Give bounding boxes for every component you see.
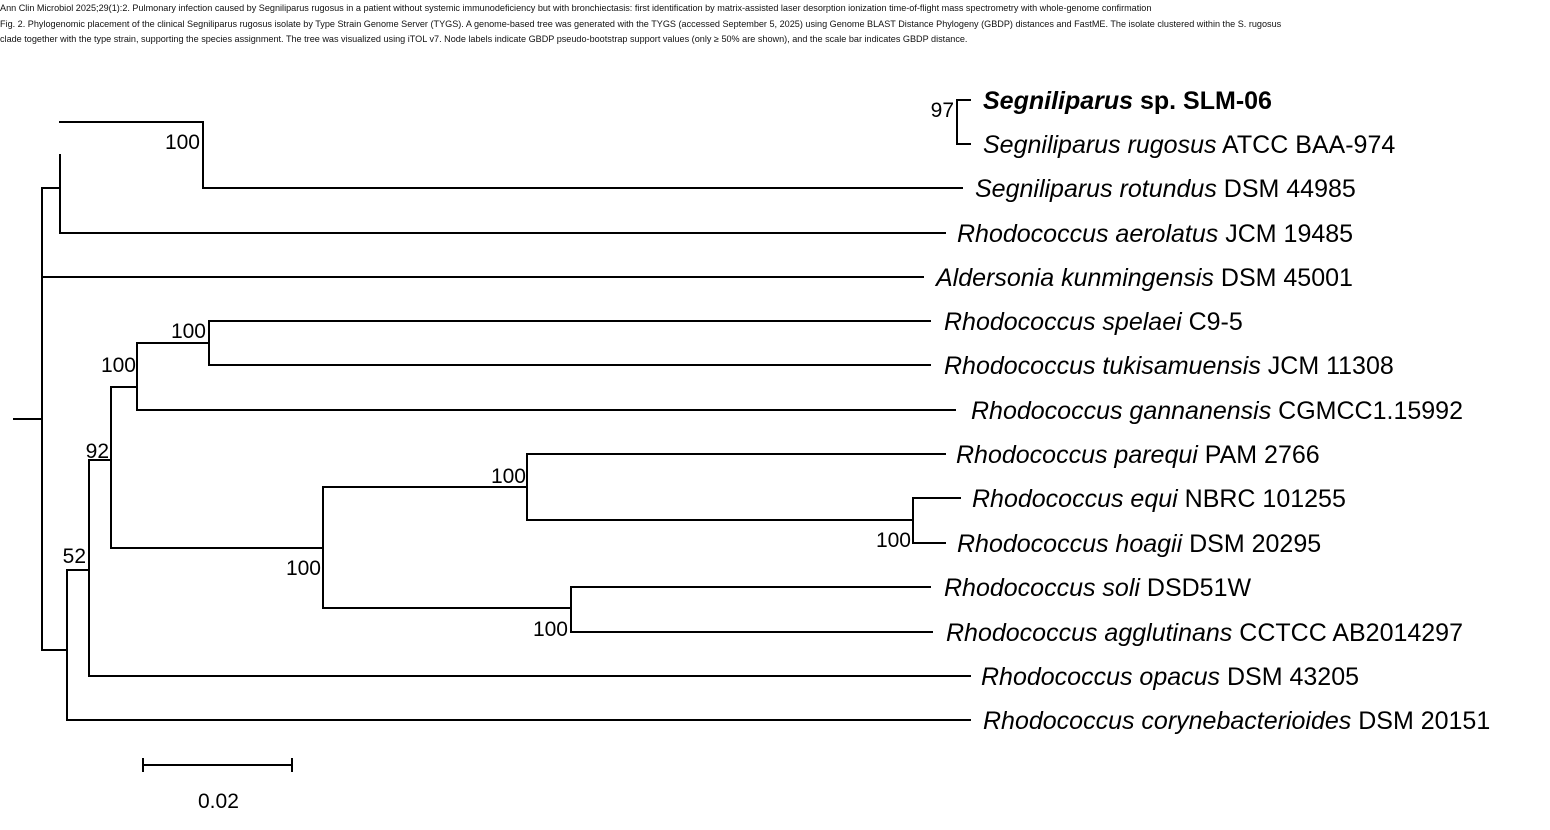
tree-branches	[14, 100, 970, 720]
support-value: 100	[100, 354, 136, 377]
taxon-species-name: Rhodococcus opacus	[981, 663, 1221, 691]
taxon-strain: JCM 19485	[1218, 220, 1354, 248]
taxon-species-name: Rhodococcus parequi	[956, 441, 1198, 469]
taxon-species-name: Rhodococcus tukisamuensis	[944, 352, 1261, 380]
taxon-strain: DSM 20151	[1351, 707, 1491, 735]
taxon-strain: CCTCC AB2014297	[1232, 619, 1463, 647]
support-value: 100	[490, 465, 526, 488]
taxon-strain: CGMCC1.15992	[1271, 397, 1463, 425]
support-value: 97	[930, 99, 954, 122]
support-value: 100	[875, 529, 911, 552]
taxon-species-name: Rhodococcus gannanensis	[971, 397, 1272, 425]
support-value: 52	[62, 545, 86, 568]
support-value: 100	[164, 131, 200, 154]
taxon-label	[983, 87, 1272, 115]
taxon-species-name: Rhodococcus equi	[972, 485, 1178, 513]
taxon-label	[975, 175, 1356, 203]
scale-bar-label: 0.02	[198, 790, 239, 813]
support-value: 100	[532, 618, 568, 641]
taxon-label	[957, 220, 1353, 248]
taxon-species-name: Segniliparus	[983, 87, 1134, 115]
taxon-strain: DSM 20295	[1182, 530, 1322, 558]
support-value: 100	[170, 320, 206, 343]
taxon-strain: DSM 45001	[1213, 264, 1353, 292]
taxon-label	[957, 530, 1321, 558]
taxon-label	[944, 352, 1394, 380]
taxon-species-name: Rhodococcus hoagii	[957, 530, 1183, 558]
taxon-species-name: Rhodococcus aerolatus	[957, 220, 1219, 248]
taxon-label	[983, 707, 1490, 735]
taxon-strain: PAM 2766	[1197, 441, 1320, 469]
support-value: 100	[285, 557, 321, 580]
taxon-strain: NBRC 101255	[1177, 485, 1346, 513]
taxon-species-name: Rhodococcus corynebacterioides	[983, 707, 1352, 735]
taxon-strain: ATCC BAA-974	[1216, 131, 1396, 159]
taxon-species-name: Aldersonia kunmingensis	[936, 264, 1214, 292]
taxon-labels	[934, 87, 1490, 735]
taxon-strain: C9-5	[1181, 308, 1243, 336]
caption-line-2: clade together with the type strain, supporting the species assignment. The tree was visualized using iTOL v7. Node labels indicate GBDP pseudo-bootstrap support values (only ≥ 50% are shown), and the scale bar indicates GBDP distance.	[0, 34, 968, 44]
taxon-label	[981, 663, 1359, 691]
taxon-species-name: Segniliparus rugosus	[983, 131, 1217, 159]
taxon-strain: DSM 43205	[1220, 663, 1360, 691]
support-value: 92	[85, 440, 109, 463]
support-values	[63, 99, 954, 641]
taxon-label	[944, 308, 1243, 336]
taxon-label	[934, 264, 1353, 292]
taxon-species-name: Segniliparus rotundus	[975, 175, 1217, 203]
taxon-species-name: Rhodococcus soli	[944, 574, 1140, 602]
taxon-strain: JCM 11308	[1260, 352, 1394, 380]
taxon-label	[944, 574, 1251, 602]
caption-line-1: Fig. 2. Phylogenomic placement of the clinical Segniliparus rugosus isolate by Type Strain Genome Server (TYGS). A genome-based tree was generated with the TYGS (accessed September 5, 2025) using Genome BLAST Distance Phylogeny (GBDP) distances and FastME. The isolate clustered within the S. rugosus	[0, 18, 1282, 29]
taxon-species-name: Rhodococcus agglutinans	[946, 619, 1233, 647]
taxon-strain: DSD51W	[1139, 574, 1252, 602]
scale-bar	[143, 759, 292, 813]
taxon-label	[972, 485, 1346, 513]
taxon-strain: sp. SLM-06	[1133, 87, 1272, 115]
citation-line: Ann Clin Microbiol 2025;29(1):2. Pulmonary infection caused by Segniliparus rugosus in a patient without systemic immunodeficiency but with bronchiectasis: first identification by matrix-assisted laser desorption ionization time-of-flight mass spectrometry with whole-genome confirmation	[0, 3, 1152, 13]
taxon-label	[983, 131, 1395, 159]
taxon-label	[971, 397, 1463, 425]
taxon-label	[956, 441, 1320, 469]
taxon-label	[946, 619, 1463, 647]
taxon-species-name: Rhodococcus spelaei	[944, 308, 1182, 336]
taxon-strain: DSM 44985	[1216, 175, 1356, 203]
